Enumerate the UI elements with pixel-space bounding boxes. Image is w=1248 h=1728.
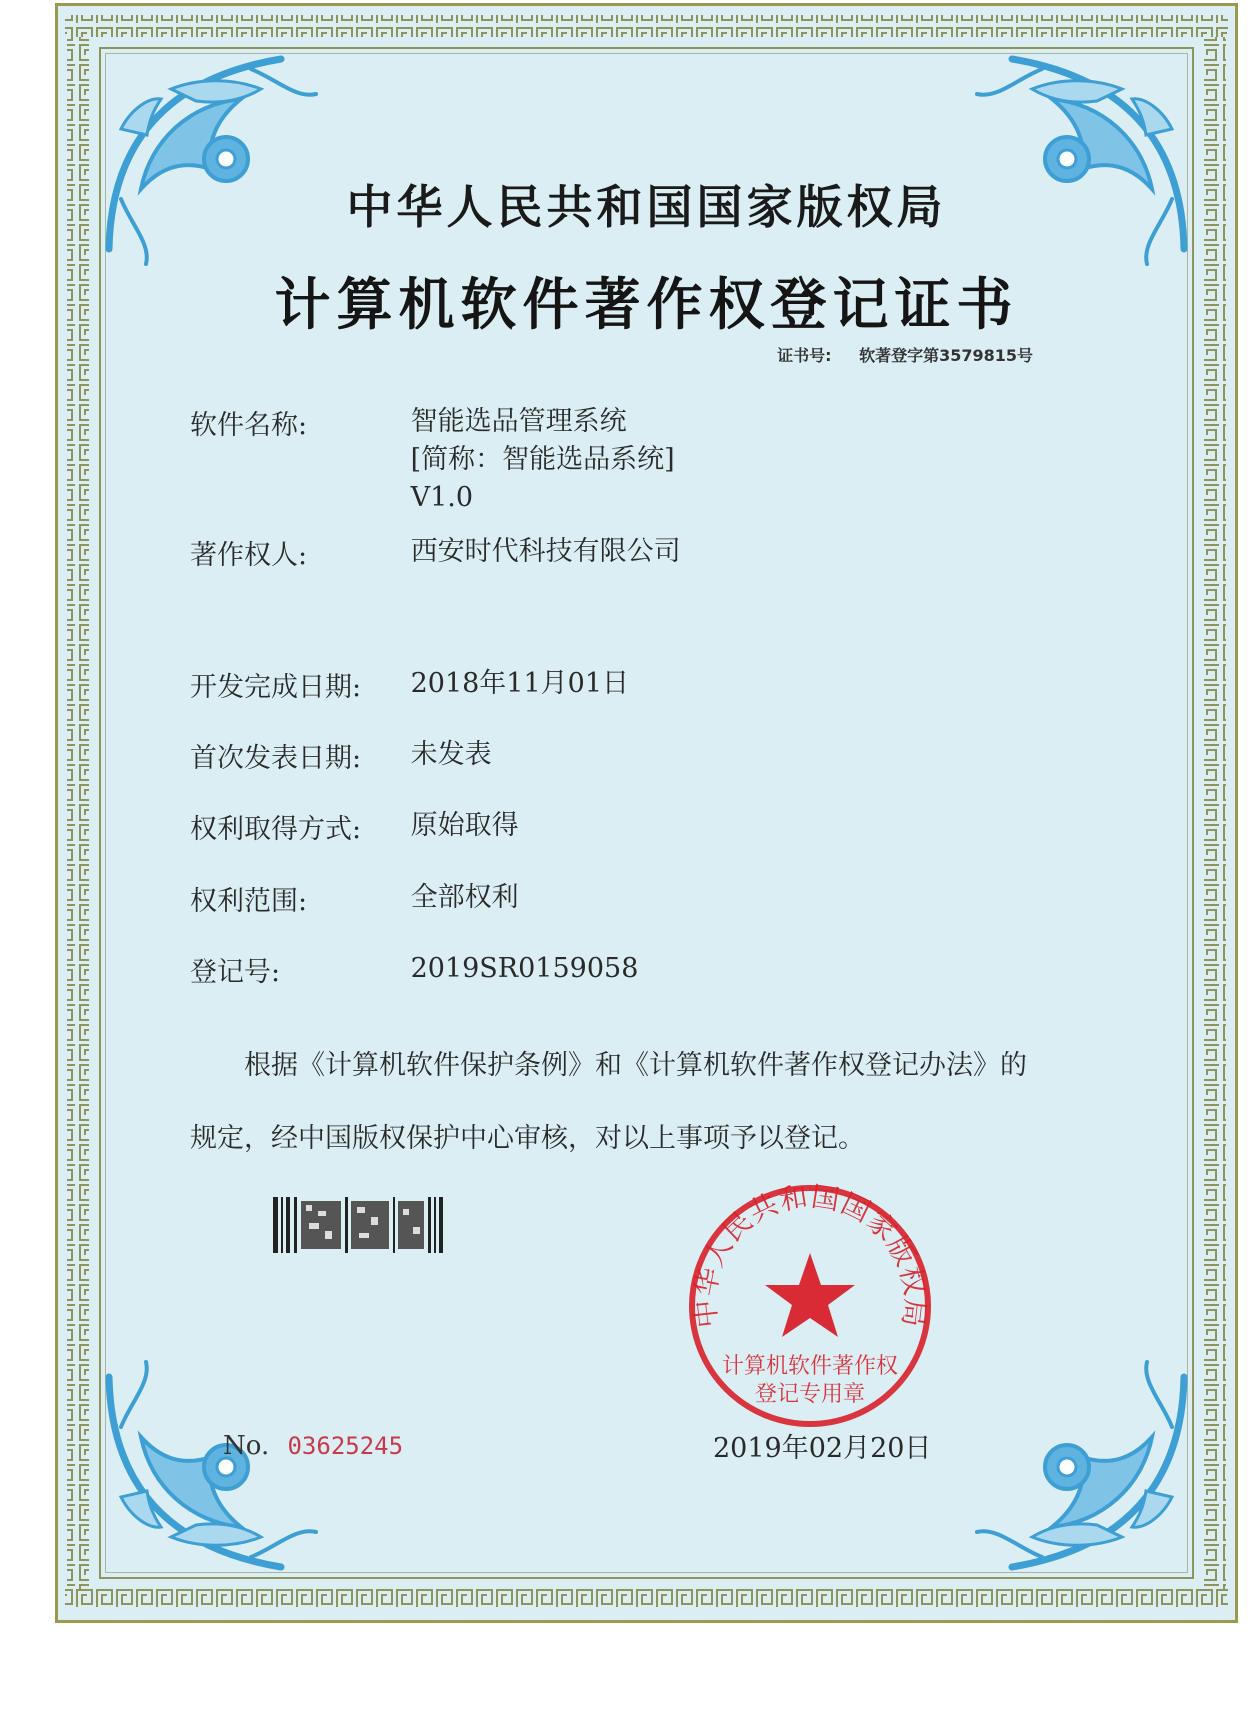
certificate-number-value: 软著登字第3579815号 — [859, 346, 1033, 365]
issue-date: 2019年02月20日 — [713, 1433, 932, 1464]
corner-ornament-top-left — [101, 49, 331, 279]
field-owner — [190, 533, 681, 572]
official-seal — [685, 1181, 935, 1431]
certificate-title: 计算机软件著作权登记证书 — [274, 272, 1019, 338]
serial-label: No. — [223, 1431, 270, 1461]
completion-date-label: 开发完成日期: — [190, 672, 362, 703]
field-scope — [190, 879, 519, 918]
barcode — [273, 1197, 443, 1253]
field-registration — [190, 950, 638, 989]
owner-label: 著作权人: — [190, 540, 308, 571]
software-name-label: 软件名称: — [190, 410, 308, 441]
publish-date-value: 未发表 — [410, 739, 492, 770]
field-completion-date — [190, 665, 629, 704]
registration-label: 登记号: — [190, 957, 281, 988]
acquisition-value: 原始取得 — [410, 810, 519, 841]
corner-ornament-top-right — [962, 49, 1192, 279]
software-name-line: V1.0 — [410, 482, 474, 513]
certificate-number — [777, 343, 1033, 366]
completion-date-value: 2018年11月01日 — [410, 668, 630, 699]
field-acquisition — [190, 807, 519, 846]
acquisition-label: 权利取得方式: — [190, 814, 362, 845]
registration-value: 2019SR0159058 — [410, 953, 639, 984]
serial-value: 03625245 — [287, 1432, 404, 1460]
issuer-title: 中华人民共和国国家版权局 — [346, 180, 947, 234]
statement-line-2: 规定，经中国版权保护中心审核，对以上事项予以登记。 — [190, 1123, 865, 1154]
publish-date-label: 首次发表日期: — [190, 743, 362, 774]
certificate — [55, 3, 1238, 1623]
seal-outer-text: 中华人民共和国国家版权局 — [688, 1181, 932, 1330]
certificate-number-label: 证书号: — [777, 346, 832, 365]
software-name-line: [简称：智能选品系统] — [410, 444, 675, 475]
corner-ornament-bottom-left — [101, 1347, 331, 1577]
scope-label: 权利范围: — [190, 886, 308, 917]
seal-inner-line-1: 计算机软件著作权 — [721, 1354, 899, 1379]
corner-ornament-bottom-right — [962, 1347, 1192, 1577]
statement-line-1: 根据《计算机软件保护条例》和《计算机软件著作权登记办法》的 — [244, 1050, 1027, 1081]
serial-number — [223, 1431, 403, 1461]
seal-star-icon — [765, 1253, 855, 1337]
scope-value: 全部权利 — [410, 882, 519, 913]
field-software-name — [190, 403, 675, 517]
seal-inner-line-2: 登记专用章 — [754, 1382, 866, 1407]
software-name-line: 智能选品管理系统 — [410, 406, 627, 437]
software-name-value — [411, 403, 675, 517]
owner-value: 西安时代科技有限公司 — [410, 536, 681, 567]
field-publish-date — [190, 736, 492, 775]
